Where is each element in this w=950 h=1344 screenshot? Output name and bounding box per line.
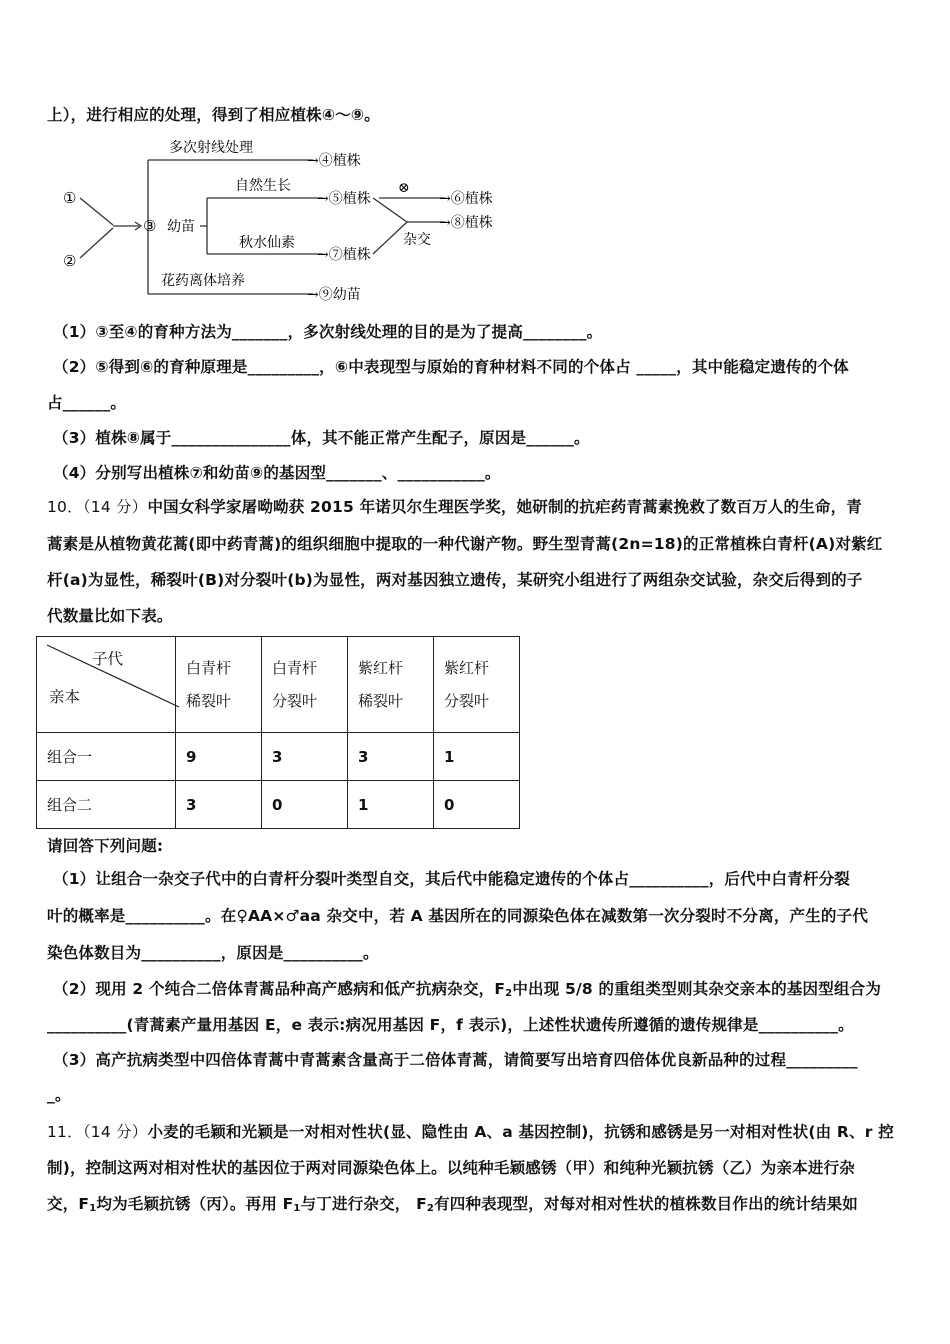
q10-line2: 蒿素是从植物黄花蒿(即中药青蒿)的组织细胞中提取的一种代谢产物。野生型青蒿(2n=18)的正常植株白青杆(A)对紫红 [47,535,883,553]
target-7: →⑦植株 [317,247,371,263]
table-cell: 1 [348,781,434,829]
q9-part1: （1）③至④的育种方法为_______，多次射线处理的目的是为了提高________。 [53,323,603,341]
q10-part3-line2: _。 [47,1086,71,1104]
intro-line: 上），进行相应的处理，得到了相应植株④～⑨。 [47,106,380,124]
q11-line3: 交，$F_1$均为毛颖抗锈（丙）。再用 $F_1$与丁进行杂交， $F_2$有四种表现型，对每对相对性状的植株数目作出的统计结果如 [47,1195,858,1214]
node-1: ① [63,189,77,207]
q10-part1-line1: （1）让组合一杂交子代中的白青杆分裂叶类型自交，其后代中能稳定遗传的个体占__________，后代中白青杆分裂 [53,870,850,888]
header-cell: 紫红杆 稀裂叶 [348,637,434,733]
branch-label-natural: 自然生长 [235,178,291,194]
q10-part3-line1: （3）高产抗病类型中四倍体青蒿中青蒿素含量高于二倍体青蒿，请简要写出培育四倍体优良新品种的过程_________ [53,1051,858,1069]
q11-text-1: 小麦的毛颖和光颖是一对相对性状(显、隐性由 A、a 基因控制)，抗锈和感锈是另一对相对性状(由 R、r 控 [147,1123,894,1141]
corner-label-parents: 亲本 [49,688,81,706]
table-cell: 0 [262,781,348,829]
row-label: 组合一 [37,733,176,781]
table-cell: 3 [176,781,262,829]
q10-text-1: 中国女科学家屠呦呦获 2015 年诺贝尔生理医学奖，她研制的抗疟药青蒿素挽救了数百万人的生命，青 [147,498,862,516]
q10-part1-line3: 染色体数目为__________，原因是__________。 [47,944,379,962]
table-cell: 3 [348,733,434,781]
q10-number: 10．（14 分） [47,498,148,516]
row-label: 组合二 [37,781,176,829]
target-6: →⑥植株 [439,191,493,207]
q10-line4: 代数量比如下表。 [47,607,173,625]
table-corner-cell [37,637,176,733]
target-5: →⑤植株 [317,191,371,207]
offspring-ratio-table [36,636,520,829]
q10-part1-line2: 叶的概率是__________。在♀AA×♂aa 杂交中，若 A 基因所在的同源染色体在减数第一次分裂时不分离，产生的子代 [47,907,869,925]
q11-line2: 制)，控制这两对相对性状的基因位于两对同源染色体上。以纯种毛颖感锈（甲）和纯种光颖抗锈（乙）为亲本进行杂 [47,1159,855,1177]
table-cell: 9 [176,733,262,781]
node-3: ③ [143,217,157,235]
q9-part2-line2: 占______。 [47,394,127,412]
q10-line3: 杆(a)为显性，稀裂叶(B)对分裂叶(b)为显性，两对基因独立遗传，某研究小组进行了两组杂交试验，杂交后得到的子 [47,571,863,589]
q11-line1 [47,1120,910,1142]
header-cell: 紫红杆 分裂叶 [434,637,520,733]
target-9: →⑨幼苗 [307,287,361,303]
table-row [37,733,520,781]
node-2: ② [63,252,77,270]
target-4: →④植株 [307,153,361,169]
q9-part4: （4）分别写出植株⑦和幼苗⑨的基因型_______、___________。 [53,464,501,482]
branch-label-radiation: 多次射线处理 [169,140,253,156]
target-8: →⑧植株 [439,215,493,231]
q10-ask: 请回答下列问题: [47,837,164,855]
table-header-row [37,637,520,733]
q9-part3: （3）植株⑧属于_______________体，其不能正常产生配子，原因是______。 [53,429,590,447]
q11-number: 11．（14 分） [47,1123,148,1141]
q10-line1 [47,495,910,517]
seedling-label: 幼苗 [167,219,195,235]
table-cell: 0 [434,781,520,829]
header-cell: 白青杆 稀裂叶 [176,637,262,733]
branch-label-anther: 花药离体培养 [161,273,245,289]
branch-label-colchicine: 秋水仙素 [239,235,295,251]
header-cell: 白青杆 分裂叶 [262,637,348,733]
table-row [37,781,520,829]
q10-part2-line2: __________(青蒿素产量用基因 E，e 表示:病况用基因 F，f 表示)，上述性状遗传所遵循的遗传规律是__________。 [47,1016,854,1034]
cross-label: 杂交 [403,232,431,248]
q9-part2-line1: （2）⑤得到⑥的育种原理是_________，⑥中表现型与原始的育种材料不同的个体占 _____，其中能稳定遗传的个体 [53,358,849,376]
breeding-diagram [55,130,515,310]
table-cell: 3 [262,733,348,781]
table-cell: 1 [434,733,520,781]
corner-label-offspring: 子代 [92,650,124,668]
q10-part2-line1: （2）现用 2 个纯合二倍体青蒿品种高产感病和低产抗病杂交，$F_2$中出现 5/8 的重组类型则其杂交亲本的基因型组合为 [53,980,882,999]
selfing-symbol: ⊗ [398,180,410,196]
